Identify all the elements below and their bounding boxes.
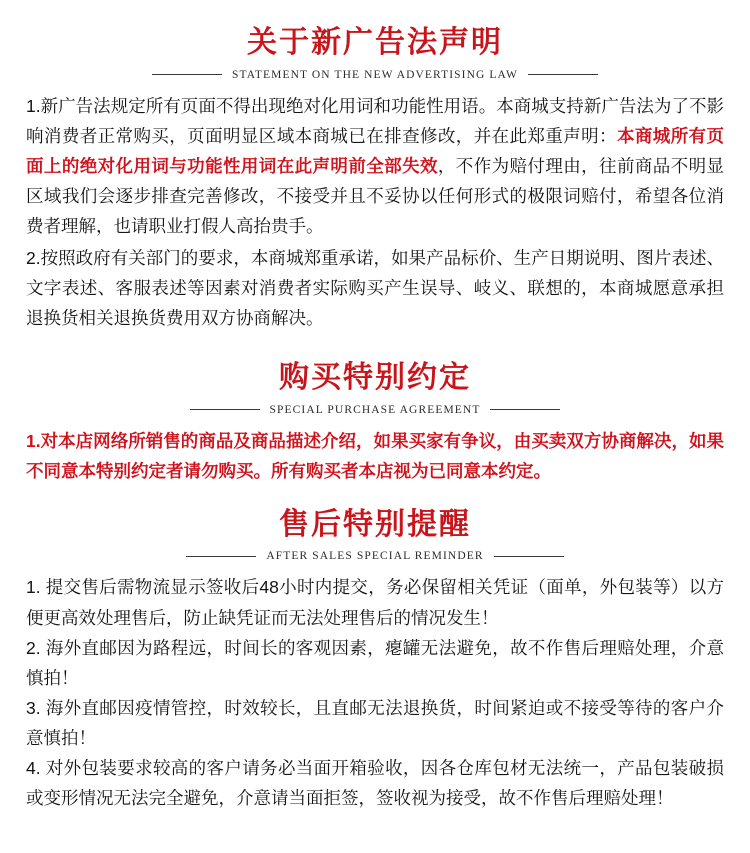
paragraph-run: 3. 海外直邮因疫情管控，时效较长，且直邮无法退换货，时间紧迫或不接受等待的客户介意慎拍！: [26, 697, 724, 748]
section-title: 关于新广告法声明: [247, 26, 503, 59]
section-subtitle-row: [26, 69, 724, 81]
section-header-purchase-agreement: [26, 359, 724, 416]
paragraph-run: 2.按照政府有关部门的要求，本商城郑重承诺，如果产品标价、生产日期说明、图片表述、文字表述、客服表述等因素对消费者实际购买产生误导、岐义、联想的，本商城愿意承担退换货相关退换货费用双方协商解决。: [26, 247, 724, 329]
section-header-advertising-law: [26, 24, 724, 81]
section-subtitle: STATEMENT ON THE NEW ADVERTISING LAW: [232, 68, 518, 81]
paragraph: [26, 91, 724, 241]
divider-line-right: [494, 556, 564, 557]
paragraph-run-emphasis: 本商城所有页面上的绝对化用词与功能性用词在此声明前全部失效: [26, 125, 725, 176]
divider-line-right: [490, 409, 560, 410]
paragraph: [26, 633, 724, 693]
section-subtitle-row: [26, 550, 724, 562]
paragraph-run: ，不作为赔付理由，往前商品不明显区域我们会逐步排查完善修改，不接受并且不妥协以任何形式的极限词赔付，希望各位消费者理解，也请职业打假人高抬贵手。: [26, 155, 725, 236]
section-body-purchase-agreement: [26, 426, 724, 486]
paragraph: [26, 426, 724, 486]
paragraph: [26, 572, 724, 632]
section-subtitle: SPECIAL PURCHASE AGREEMENT: [269, 403, 481, 416]
divider-line-left: [152, 74, 222, 75]
section-body-advertising-law: [26, 91, 724, 334]
divider-line-left: [190, 409, 260, 410]
divider-line-right: [528, 74, 598, 75]
paragraph-run: 1. 提交售后需物流显示签收后48小时内提交，务必保留相关凭证（面单，外包装等）以方便更高效处理售后，防止缺凭证而无法处理售后的情况发生！: [26, 577, 724, 628]
section-subtitle: AFTER SALES SPECIAL REMINDER: [266, 550, 484, 563]
paragraph-run: 2. 海外直邮因为路程远，时间长的客观因素，瘪罐无法避免，故不作售后理赔处理，介意慎拍！: [26, 637, 724, 688]
paragraph-run: 1.新广告法规定所有页面不得出现绝对化用词和功能性用语。本商城支持新广告法为了不影响消费者正常购买，页面明显区域本商城已在排查修改，并在此郑重声明：: [26, 95, 724, 146]
section-body-after-sales: [26, 572, 724, 813]
paragraph-run-emphasis: 1.对本店网络所销售的商品及商品描述介绍，如果买家有争议，由买卖双方协商解决，如果不同意本特别约定者请勿购买。所有购买者本店视为已同意本约定。: [26, 430, 724, 481]
paragraph-run: 4. 对外包装要求较高的客户请务必当面开箱验收，因各仓库包材无法统一，产品包装破损或变形情况无法完全避免，介意请当面拒签，签收视为接受，故不作售后理赔处理！: [26, 758, 724, 809]
divider-line-left: [186, 556, 256, 557]
section-title: 售后特别提醒: [279, 507, 471, 541]
paragraph: [26, 243, 724, 333]
paragraph: [26, 693, 724, 753]
paragraph: [26, 753, 724, 813]
section-header-after-sales: [26, 506, 724, 563]
section-title: 购买特别约定: [279, 361, 471, 395]
section-subtitle-row: [26, 404, 724, 416]
